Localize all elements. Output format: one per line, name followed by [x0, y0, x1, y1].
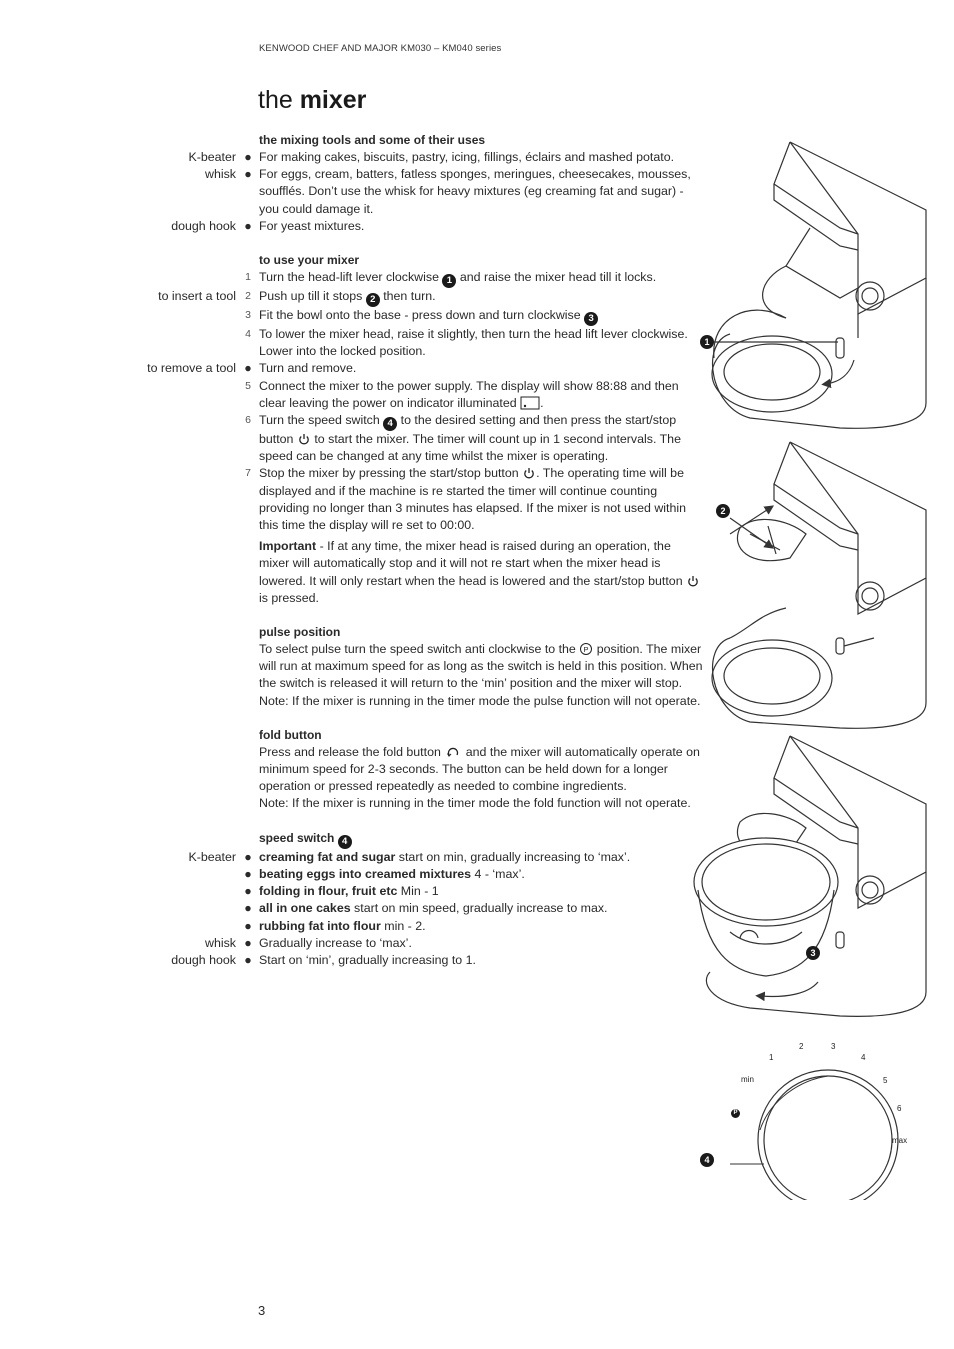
important-text: is pressed. [259, 590, 319, 605]
pulse-text-b: position. The mixer will run at maximum speed for as long as the switch is held in this position. When the switch is released it will return to the ‘min’ position and the mixer will stop. [259, 642, 703, 691]
step-7 [0, 465, 710, 534]
document-header: KENWOOD CHEF AND MAJOR KM030 – KM040 series [259, 43, 502, 54]
speed-item [0, 866, 710, 883]
tool-label: dough hook [171, 218, 236, 233]
title-bold: mixer [299, 86, 367, 114]
tool-item-dough-hook [0, 218, 710, 235]
power-icon [522, 466, 536, 480]
bullet-icon: ● [244, 849, 252, 864]
speed-tool-label: whisk [205, 935, 236, 950]
speed-item-bold: beating eggs into creamed mixtures [259, 866, 472, 881]
fold-text-a: Press and release the fold button [259, 744, 441, 759]
step-text: then turn. [379, 289, 436, 304]
dial-pulse-icon: P [731, 1109, 740, 1118]
step-text: Turn the speed switch [259, 413, 384, 428]
fold-text-b: and the mixer will automatically operate on minimum speed for 2-3 seconds. The button can be held down for a longer operation or pressed repeatedly as needed to combine ingredients. [259, 744, 700, 794]
important-note [259, 538, 704, 607]
step-5: 5 Connect the mixer to the power supply. The display will show 88:88 and then clear leaving the power on indicator illuminated . [245, 378, 679, 410]
step-2 [0, 288, 710, 307]
pulse-text [259, 641, 704, 693]
step-number: 7 [245, 467, 251, 480]
speed-item-bold: creaming fat and sugar [259, 849, 396, 864]
mixer-bowl-fitting-illustration [690, 732, 930, 1028]
main-content [0, 132, 710, 969]
bullet-icon: ● [244, 361, 252, 376]
callout-2-icon: 2 [366, 293, 380, 307]
bullet-icon: ● [244, 866, 252, 881]
step-4 [0, 326, 710, 360]
step-number: 2 [245, 290, 251, 303]
remove-tool [0, 360, 710, 377]
speed-item-bold: all in one cakes [259, 901, 351, 916]
tool-label: K-beater [188, 150, 236, 164]
fold-icon [444, 745, 462, 759]
important-label: Important [259, 539, 317, 554]
step-text: Fit the bowl onto the base - press down and turn clockwise [259, 308, 585, 323]
bullet-icon: ● [244, 952, 252, 967]
step-text: Stop the mixer by pressing the start/stop button [259, 466, 519, 481]
fold-heading: fold button [259, 727, 322, 742]
pulse-note: Note: If the mixer is running in the timer mode the pulse function will not operate. [259, 693, 701, 708]
dial-label-5: 5 [883, 1076, 888, 1085]
page-title [258, 84, 366, 116]
speed-item-dough-hook [0, 952, 710, 969]
power-icon [297, 432, 311, 446]
step-text: Push up till it stops [259, 289, 366, 304]
bullet-icon: ● [244, 918, 252, 933]
speed-heading [259, 830, 710, 849]
speed-item [0, 849, 710, 866]
speed-tool-label: K-beater [188, 849, 236, 864]
step-6 [0, 412, 710, 465]
tool-item-kbeater [0, 149, 710, 166]
power-indicator-icon [520, 396, 540, 410]
step-number: 4 [245, 328, 251, 341]
dial-label-3: 3 [831, 1042, 836, 1051]
dial-label-4: 4 [861, 1053, 866, 1062]
speed-item-text: 4 - ‘max’. [471, 866, 525, 881]
use-heading: to use your mixer [259, 253, 360, 268]
tools-heading: the mixing tools and some of their uses [259, 133, 486, 147]
pulse-icon [579, 642, 593, 656]
step-text: Turn the head-lift lever clockwise [259, 270, 443, 285]
step-text: and raise the mixer head till it locks. [456, 270, 657, 285]
figure-callout-4: 4 [700, 1153, 714, 1167]
pulse-heading: pulse position [259, 625, 341, 640]
speed-item-text: start on min, gradually increasing to ‘max’. [395, 849, 631, 864]
fold-text [259, 744, 704, 796]
figure-callout-3: 3 [806, 946, 820, 960]
step-3 [0, 307, 710, 326]
speed-item-bold: rubbing fat into flour [259, 918, 381, 933]
callout-3-icon: 3 [584, 312, 598, 326]
speed-item-text: Gradually increase to ‘max’. [259, 935, 412, 950]
speed-item [0, 883, 710, 900]
speed-item-text: min - 2. [380, 918, 426, 933]
tool-label: whisk [205, 167, 236, 182]
step-text: . The operating time will be displayed and if the machine is re started the timer will continue counting providing no longer than 3 minutes has elapsed. If the mixer is not used within this time the display will re set to 00:00. [259, 466, 687, 533]
callout-4-icon: 4 [338, 835, 352, 849]
speed-item [0, 918, 710, 935]
figure-callout-2: 2 [716, 504, 730, 518]
callout-1-icon: 1 [442, 274, 456, 288]
tool-text: For making cakes, biscuits, pastry, icing, fillings, éclairs and mashed potato. [259, 150, 675, 164]
bullet-icon: ● [244, 218, 252, 233]
step-number: 1 [245, 271, 251, 284]
speed-item-bold: folding in flour, fruit etc [259, 884, 398, 899]
bullet-icon: ● [244, 150, 252, 164]
bullet-icon: ● [244, 935, 252, 950]
dial-label-6: 6 [897, 1104, 902, 1113]
remove-tool-text: Turn and remove. [259, 361, 357, 376]
speed-item-text: start on min speed, gradually increase to max. [350, 901, 608, 916]
step-text: Connect the mixer to the power supply. The display will show 88:88 and then clear leaving the power on indicator illuminated [259, 378, 679, 410]
tool-text: For eggs, cream, batters, fatless sponges, meringues, cheesecakes, mousses, soufflés. Don’t use the whisk for heavy mixtures (eg creaming fat and sugar) - you could damage it. [259, 167, 691, 216]
step-number: 6 [245, 414, 251, 427]
pulse-text-a: To select pulse turn the speed switch anti clockwise to the [259, 642, 576, 657]
step-text: to start the mixer. The timer will count up in 1 second intervals. The speed can be changed at any time whilst the mixer is operating. [259, 432, 681, 464]
step-1 [0, 269, 710, 288]
speed-tool-label: dough hook [171, 952, 236, 967]
svg-text:P: P [583, 645, 589, 655]
dial-label-max: max [892, 1136, 908, 1145]
callout-4-icon: 4 [383, 417, 397, 431]
fold-note: Note: If the mixer is running in the timer mode the fold function will not operate. [259, 796, 691, 811]
speed-item-whisk [0, 935, 710, 952]
speed-heading-text: speed switch [259, 830, 338, 845]
step-number: 5 [245, 379, 251, 392]
tool-item-whisk [0, 166, 710, 218]
figure-callout-1: 1 [700, 335, 714, 349]
remove-tool-label: to remove a tool [147, 361, 236, 376]
bullet-icon: ● [244, 167, 252, 182]
important-text: - If at any time, the mixer head is raised during an operation, the mixer will automatically stop and it will not re start when the mixer head is lowered. It will only restart when the head is lowered and the start/stop button [259, 539, 683, 588]
speed-dial-illustration [730, 1040, 920, 1200]
speed-item-text: Min - 1 [397, 884, 439, 899]
page-number: 3 [258, 1303, 266, 1318]
title-light: the [258, 86, 300, 114]
step-text: to the desired setting and then press the start/stop button [259, 413, 677, 447]
mixer-head-lift-illustration [690, 138, 930, 438]
mixer-insert-tool-illustration [690, 438, 930, 730]
speed-item-text: Start on ‘min’, gradually increasing to 1. [259, 952, 476, 967]
dial-label-1: 1 [769, 1053, 774, 1062]
dial-label-min: min [741, 1075, 754, 1084]
insert-tool-label: to insert a tool [158, 289, 236, 304]
tool-text: For yeast mixtures. [259, 218, 365, 233]
step-text: To lower the mixer head, raise it slightly, then turn the head lift lever clockwise. Lower into the locked position. [259, 327, 688, 359]
speed-item [0, 900, 710, 917]
step-number: 3 [245, 309, 251, 322]
bullet-icon: ● [244, 901, 252, 916]
dial-label-2: 2 [799, 1042, 804, 1051]
bullet-icon: ● [244, 884, 252, 899]
